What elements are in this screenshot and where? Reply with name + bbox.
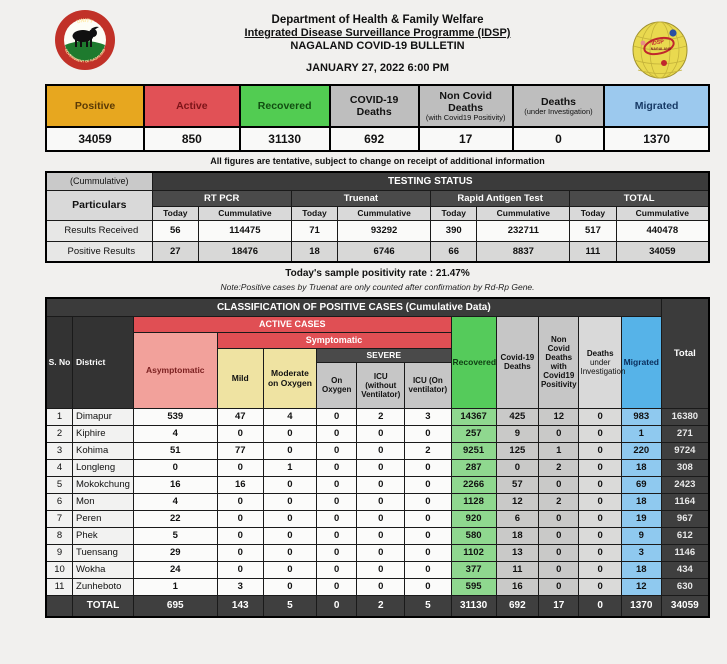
district-row <box>46 561 709 578</box>
district-row <box>46 527 709 544</box>
value-cell: 114475 <box>198 220 291 241</box>
total-value-cell: 31130 <box>451 595 496 617</box>
value-cell: 16 <box>134 476 218 493</box>
value-cell: 4 <box>134 493 218 510</box>
summary-card-label: Deaths <box>540 95 576 108</box>
value-cell: 0 <box>539 510 579 527</box>
summary-value-positive: 34059 <box>46 127 144 151</box>
value-cell: 0 <box>134 459 218 476</box>
summary-card-recovered <box>240 85 330 127</box>
value-cell: 3 <box>217 578 263 595</box>
truenat-header: Truenat <box>291 190 430 206</box>
district-cell: Tuensang <box>73 544 134 561</box>
deaths-under-investigation-rest: under Investigation <box>580 357 626 376</box>
value-cell: 13 <box>496 544 538 561</box>
col-header-non-covid-deaths: Non Covid Deaths with Covid19 Positivity <box>539 316 579 408</box>
total-value-cell: 0 <box>579 595 621 617</box>
district-row <box>46 493 709 510</box>
cumulative-header: Cummulative <box>477 206 570 220</box>
value-cell: 14367 <box>451 408 496 425</box>
sno-cell: 1 <box>46 408 73 425</box>
value-cell: 0 <box>217 425 263 442</box>
value-cell: 0 <box>316 578 356 595</box>
value-cell: 19 <box>621 510 661 527</box>
total-value-cell: 0 <box>316 595 356 617</box>
district-cell: Kiphire <box>73 425 134 442</box>
value-cell: 440478 <box>616 220 709 241</box>
value-cell: 0 <box>263 527 316 544</box>
value-cell: 8837 <box>477 241 570 262</box>
value-cell: 3 <box>405 408 451 425</box>
value-cell: 0 <box>579 459 621 476</box>
summary-table <box>45 84 710 152</box>
value-cell: 308 <box>661 459 709 476</box>
total-row-label: TOTAL <box>73 595 134 617</box>
sno-cell: 9 <box>46 544 73 561</box>
value-cell: 920 <box>451 510 496 527</box>
value-cell: 0 <box>263 442 316 459</box>
summary-card-positive <box>46 85 144 127</box>
total-value-cell: 692 <box>496 595 538 617</box>
value-cell: 6 <box>496 510 538 527</box>
value-cell: 0 <box>316 442 356 459</box>
classification-header-row-1 <box>46 316 709 332</box>
value-cell: 1 <box>539 442 579 459</box>
value-cell: 2 <box>539 493 579 510</box>
district-cell: Peren <box>73 510 134 527</box>
col-header-mild: Mild <box>217 348 263 408</box>
summary-value-non-covid-deaths: 17 <box>419 127 513 151</box>
value-cell: 0 <box>263 578 316 595</box>
today-header: Today <box>291 206 337 220</box>
truenat-note: Note:Positive cases by Truenat are only counted after confirmation by Rd-Rp Gene. <box>220 282 535 292</box>
cumulative-header: Cummulative <box>616 206 709 220</box>
value-cell: 0 <box>357 442 405 459</box>
value-cell: 24 <box>134 561 218 578</box>
rat-header: Rapid Antigen Test <box>431 190 570 206</box>
value-cell: 0 <box>405 527 451 544</box>
value-cell: 0 <box>217 493 263 510</box>
today-header: Today <box>431 206 477 220</box>
value-cell: 0 <box>357 544 405 561</box>
summary-card-label: Active <box>176 99 208 112</box>
col-header-moderate-on-oxygen: Moderate on Oxygen <box>263 348 316 408</box>
value-cell: 595 <box>451 578 496 595</box>
idsp-pink-dot <box>641 41 646 46</box>
summary-value-deaths-under-investigation: 0 <box>513 127 604 151</box>
col-header-icu-on-ventilator: ICU (On ventilator) <box>405 362 451 408</box>
value-cell: 967 <box>661 510 709 527</box>
value-cell: 125 <box>496 442 538 459</box>
value-cell: 0 <box>579 442 621 459</box>
value-cell: 2423 <box>661 476 709 493</box>
row-label: Positive Results <box>46 241 152 262</box>
value-cell: 2 <box>405 442 451 459</box>
value-cell: 6746 <box>338 241 431 262</box>
idsp-red-dot <box>661 60 667 66</box>
value-cell: 0 <box>316 408 356 425</box>
classification-table <box>45 297 710 618</box>
district-cell: Mokokchung <box>73 476 134 493</box>
value-cell: 71 <box>291 220 337 241</box>
value-cell: 0 <box>405 459 451 476</box>
value-cell: 0 <box>217 527 263 544</box>
value-cell: 0 <box>579 408 621 425</box>
testing-group-row <box>46 190 709 206</box>
value-cell: 0 <box>263 510 316 527</box>
particulars-header: Particulars <box>46 190 152 220</box>
col-header-severe: SEVERE <box>316 348 451 362</box>
deaths-under-investigation-bold: Deaths <box>586 348 614 358</box>
value-cell: 111 <box>570 241 616 262</box>
classification-body <box>46 408 709 617</box>
value-cell: 0 <box>579 561 621 578</box>
summary-card-sublabel: (under Investigation) <box>524 106 593 116</box>
value-cell: 47 <box>217 408 263 425</box>
summary-card-label: Non Covid Deaths <box>439 89 492 114</box>
district-row <box>46 510 709 527</box>
cumulative-header: Cummulative <box>198 206 291 220</box>
value-cell: 612 <box>661 527 709 544</box>
summary-card-active <box>144 85 239 127</box>
value-cell: 0 <box>263 425 316 442</box>
tentative-note: All figures are tentative, subject to change on receipt of additional information <box>210 156 545 166</box>
value-cell: 56 <box>152 220 198 241</box>
value-cell: 0 <box>217 544 263 561</box>
summary-value-active: 850 <box>144 127 239 151</box>
idsp-text-1: IDSP <box>651 38 665 48</box>
value-cell: 0 <box>405 578 451 595</box>
summary-card-non-covid-deaths <box>419 85 513 127</box>
district-cell: Mon <box>73 493 134 510</box>
value-cell: 0 <box>357 578 405 595</box>
value-cell: 425 <box>496 408 538 425</box>
sno-cell: 7 <box>46 510 73 527</box>
value-cell: 0 <box>357 425 405 442</box>
value-cell: 18 <box>621 561 661 578</box>
value-cell: 0 <box>316 493 356 510</box>
summary-value-recovered: 31130 <box>240 127 330 151</box>
value-cell: 0 <box>316 510 356 527</box>
col-header-on-oxygen: On Oxygen <box>316 362 356 408</box>
district-cell: Longleng <box>73 459 134 476</box>
total-value-cell: 34059 <box>661 595 709 617</box>
value-cell: 0 <box>579 544 621 561</box>
value-cell: 16 <box>496 578 538 595</box>
value-cell: 22 <box>134 510 218 527</box>
value-cell: 0 <box>357 561 405 578</box>
idsp-logo <box>628 20 692 80</box>
row-label: Results Received <box>46 220 152 241</box>
value-cell: 0 <box>539 527 579 544</box>
value-cell: 16380 <box>661 408 709 425</box>
district-cell: Dimapur <box>73 408 134 425</box>
value-cell: 27 <box>152 241 198 262</box>
value-cell: 0 <box>579 578 621 595</box>
summary-value-covid-deaths: 692 <box>330 127 419 151</box>
district-row <box>46 459 709 476</box>
value-cell: 434 <box>661 561 709 578</box>
value-cell: 29 <box>134 544 218 561</box>
value-cell: 0 <box>316 476 356 493</box>
value-cell: 69 <box>621 476 661 493</box>
value-cell: 0 <box>263 476 316 493</box>
value-cell: 18 <box>496 527 538 544</box>
sno-cell: 8 <box>46 527 73 544</box>
seal-bottom-text: GOVERNMENT OF NAGALAND <box>63 48 107 64</box>
value-cell: 5 <box>134 527 218 544</box>
value-cell: 1 <box>263 459 316 476</box>
value-cell: 0 <box>316 561 356 578</box>
value-cell: 0 <box>263 544 316 561</box>
value-cell: 257 <box>451 425 496 442</box>
value-cell: 4 <box>263 408 316 425</box>
col-header-asymptomatic: Asymptomatic <box>134 332 218 408</box>
nagaland-government-seal-logo <box>53 6 117 74</box>
value-cell: 9 <box>621 527 661 544</box>
total-value-cell: 1370 <box>621 595 661 617</box>
value-cell: 1164 <box>661 493 709 510</box>
district-row <box>46 442 709 459</box>
value-cell: 2 <box>539 459 579 476</box>
total-value-cell: 143 <box>217 595 263 617</box>
sno-cell: 5 <box>46 476 73 493</box>
value-cell: 983 <box>621 408 661 425</box>
value-cell: 18476 <box>198 241 291 262</box>
total-value-cell: 2 <box>357 595 405 617</box>
col-header-icu-without-ventilator: ICU (without Ventilator) <box>357 362 405 408</box>
value-cell: 1 <box>621 425 661 442</box>
value-cell: 18 <box>621 459 661 476</box>
positivity-rate-line: Today's sample positivity rate : 21.47% <box>285 268 470 279</box>
idsp-blue-dot <box>669 29 676 36</box>
col-header-active-cases: ACTIVE CASES <box>134 316 452 332</box>
value-cell: 0 <box>217 459 263 476</box>
value-cell: 0 <box>405 561 451 578</box>
col-header-covid19-deaths: Covid-19 Deaths <box>496 316 538 408</box>
value-cell: 0 <box>496 459 538 476</box>
value-cell: 0 <box>357 493 405 510</box>
rtpcr-header: RT PCR <box>152 190 291 206</box>
bulletin-title: NAGALAND COVID-19 BULLETIN <box>290 39 465 52</box>
department-title: Department of Health & Family Welfare <box>271 14 484 26</box>
value-cell: 9251 <box>451 442 496 459</box>
total-value-cell: 17 <box>539 595 579 617</box>
summary-card-label: Migrated <box>634 99 679 112</box>
value-cell: 66 <box>431 241 477 262</box>
value-cell: 377 <box>451 561 496 578</box>
summary-card-covid-deaths <box>330 85 419 127</box>
col-header-recovered: Recovered <box>451 316 496 408</box>
value-cell: 0 <box>579 476 621 493</box>
total-value-cell: 5 <box>263 595 316 617</box>
value-cell: 630 <box>661 578 709 595</box>
total-header: TOTAL <box>570 190 709 206</box>
district-cell: Kohima <box>73 442 134 459</box>
value-cell: 0 <box>316 425 356 442</box>
value-cell: 0 <box>316 527 356 544</box>
programme-title: Integrated Disease Surveillance Programme (IDSP) <box>244 27 511 40</box>
sno-cell: 6 <box>46 493 73 510</box>
idsp-text-2: NAGALAND <box>650 47 672 51</box>
total-row-spacer <box>46 595 73 617</box>
value-cell: 77 <box>217 442 263 459</box>
value-cell: 0 <box>539 476 579 493</box>
sno-cell: 10 <box>46 561 73 578</box>
district-cell: Wokha <box>73 561 134 578</box>
value-cell: 0 <box>357 510 405 527</box>
cumulative-header: Cummulative <box>338 206 431 220</box>
testing-corner-label: (Cummulative) <box>46 172 152 190</box>
title-block <box>45 2 710 74</box>
col-header-district: District <box>73 316 134 408</box>
value-cell: 11 <box>496 561 538 578</box>
summary-card-label: Recovered <box>257 99 312 112</box>
value-cell: 0 <box>539 561 579 578</box>
summary-label-row <box>46 85 709 127</box>
summary-value-row <box>46 127 709 151</box>
value-cell: 0 <box>579 425 621 442</box>
value-cell: 4 <box>134 425 218 442</box>
district-cell: Phek <box>73 527 134 544</box>
testing-title-row <box>46 172 709 190</box>
testing-status-table <box>45 171 710 263</box>
value-cell: 0 <box>357 527 405 544</box>
value-cell: 1102 <box>451 544 496 561</box>
total-row <box>46 595 709 617</box>
value-cell: 0 <box>217 561 263 578</box>
seal-top-text: UNITY <box>76 17 94 26</box>
value-cell: 0 <box>263 493 316 510</box>
value-cell: 220 <box>621 442 661 459</box>
value-cell: 0 <box>405 476 451 493</box>
value-cell: 2266 <box>451 476 496 493</box>
value-cell: 287 <box>451 459 496 476</box>
value-cell: 0 <box>217 510 263 527</box>
today-header: Today <box>152 206 198 220</box>
value-cell: 0 <box>405 544 451 561</box>
district-row <box>46 476 709 493</box>
summary-card-label: Positive <box>74 99 116 112</box>
value-cell: 18 <box>291 241 337 262</box>
value-cell: 12 <box>539 408 579 425</box>
summary-value-migrated: 1370 <box>604 127 709 151</box>
value-cell: 0 <box>316 459 356 476</box>
sno-cell: 4 <box>46 459 73 476</box>
value-cell: 0 <box>316 544 356 561</box>
col-header-symptomatic: Symptomatic <box>217 332 451 348</box>
value-cell: 0 <box>405 493 451 510</box>
value-cell: 57 <box>496 476 538 493</box>
summary-card-migrated <box>604 85 709 127</box>
value-cell: 0 <box>357 459 405 476</box>
positive-results-row <box>46 241 709 262</box>
sno-cell: 11 <box>46 578 73 595</box>
total-value-cell: 5 <box>405 595 451 617</box>
value-cell: 0 <box>357 476 405 493</box>
summary-card-label: COVID-19 Deaths <box>349 93 399 118</box>
sno-cell: 3 <box>46 442 73 459</box>
value-cell: 1146 <box>661 544 709 561</box>
value-cell: 0 <box>539 578 579 595</box>
value-cell: 0 <box>405 425 451 442</box>
value-cell: 12 <box>496 493 538 510</box>
testing-status-title: TESTING STATUS <box>152 172 709 190</box>
district-row <box>46 578 709 595</box>
district-row <box>46 425 709 442</box>
value-cell: 0 <box>263 561 316 578</box>
district-row <box>46 408 709 425</box>
value-cell: 0 <box>539 425 579 442</box>
summary-card-sublabel: (with Covid19 Positivity) <box>425 112 506 122</box>
value-cell: 0 <box>579 510 621 527</box>
value-cell: 93292 <box>338 220 431 241</box>
value-cell: 18 <box>621 493 661 510</box>
value-cell: 16 <box>217 476 263 493</box>
today-header: Today <box>570 206 616 220</box>
col-header-sno: S. No <box>46 316 73 408</box>
classification-title-row <box>46 298 709 316</box>
total-value-cell: 695 <box>134 595 218 617</box>
value-cell: 51 <box>134 442 218 459</box>
value-cell: 1 <box>134 578 218 595</box>
value-cell: 517 <box>570 220 616 241</box>
masthead <box>45 2 710 84</box>
value-cell: 271 <box>661 425 709 442</box>
value-cell: 9724 <box>661 442 709 459</box>
value-cell: 0 <box>579 527 621 544</box>
district-cell: Zunheboto <box>73 578 134 595</box>
value-cell: 390 <box>431 220 477 241</box>
value-cell: 3 <box>621 544 661 561</box>
value-cell: 9 <box>496 425 538 442</box>
col-header-deaths-under-investigation <box>579 316 626 408</box>
value-cell: 0 <box>405 510 451 527</box>
value-cell: 34059 <box>616 241 709 262</box>
value-cell: 0 <box>539 544 579 561</box>
value-cell: 0 <box>579 493 621 510</box>
bulletin-datetime: JANUARY 27, 2022 6:00 PM <box>305 61 450 74</box>
value-cell: 1128 <box>451 493 496 510</box>
value-cell: 2 <box>357 408 405 425</box>
value-cell: 539 <box>134 408 218 425</box>
value-cell: 12 <box>621 578 661 595</box>
value-cell: 232711 <box>477 220 570 241</box>
sno-cell: 2 <box>46 425 73 442</box>
col-header-total: Total <box>661 298 709 408</box>
col-header-migrated: Migrated <box>621 316 661 408</box>
value-cell: 580 <box>451 527 496 544</box>
district-row <box>46 544 709 561</box>
results-received-row <box>46 220 709 241</box>
classification-title: CLASSIFICATION OF POSITIVE CASES (Cumulative Data) <box>46 298 661 316</box>
summary-card-deaths-under-investigation <box>513 85 604 127</box>
